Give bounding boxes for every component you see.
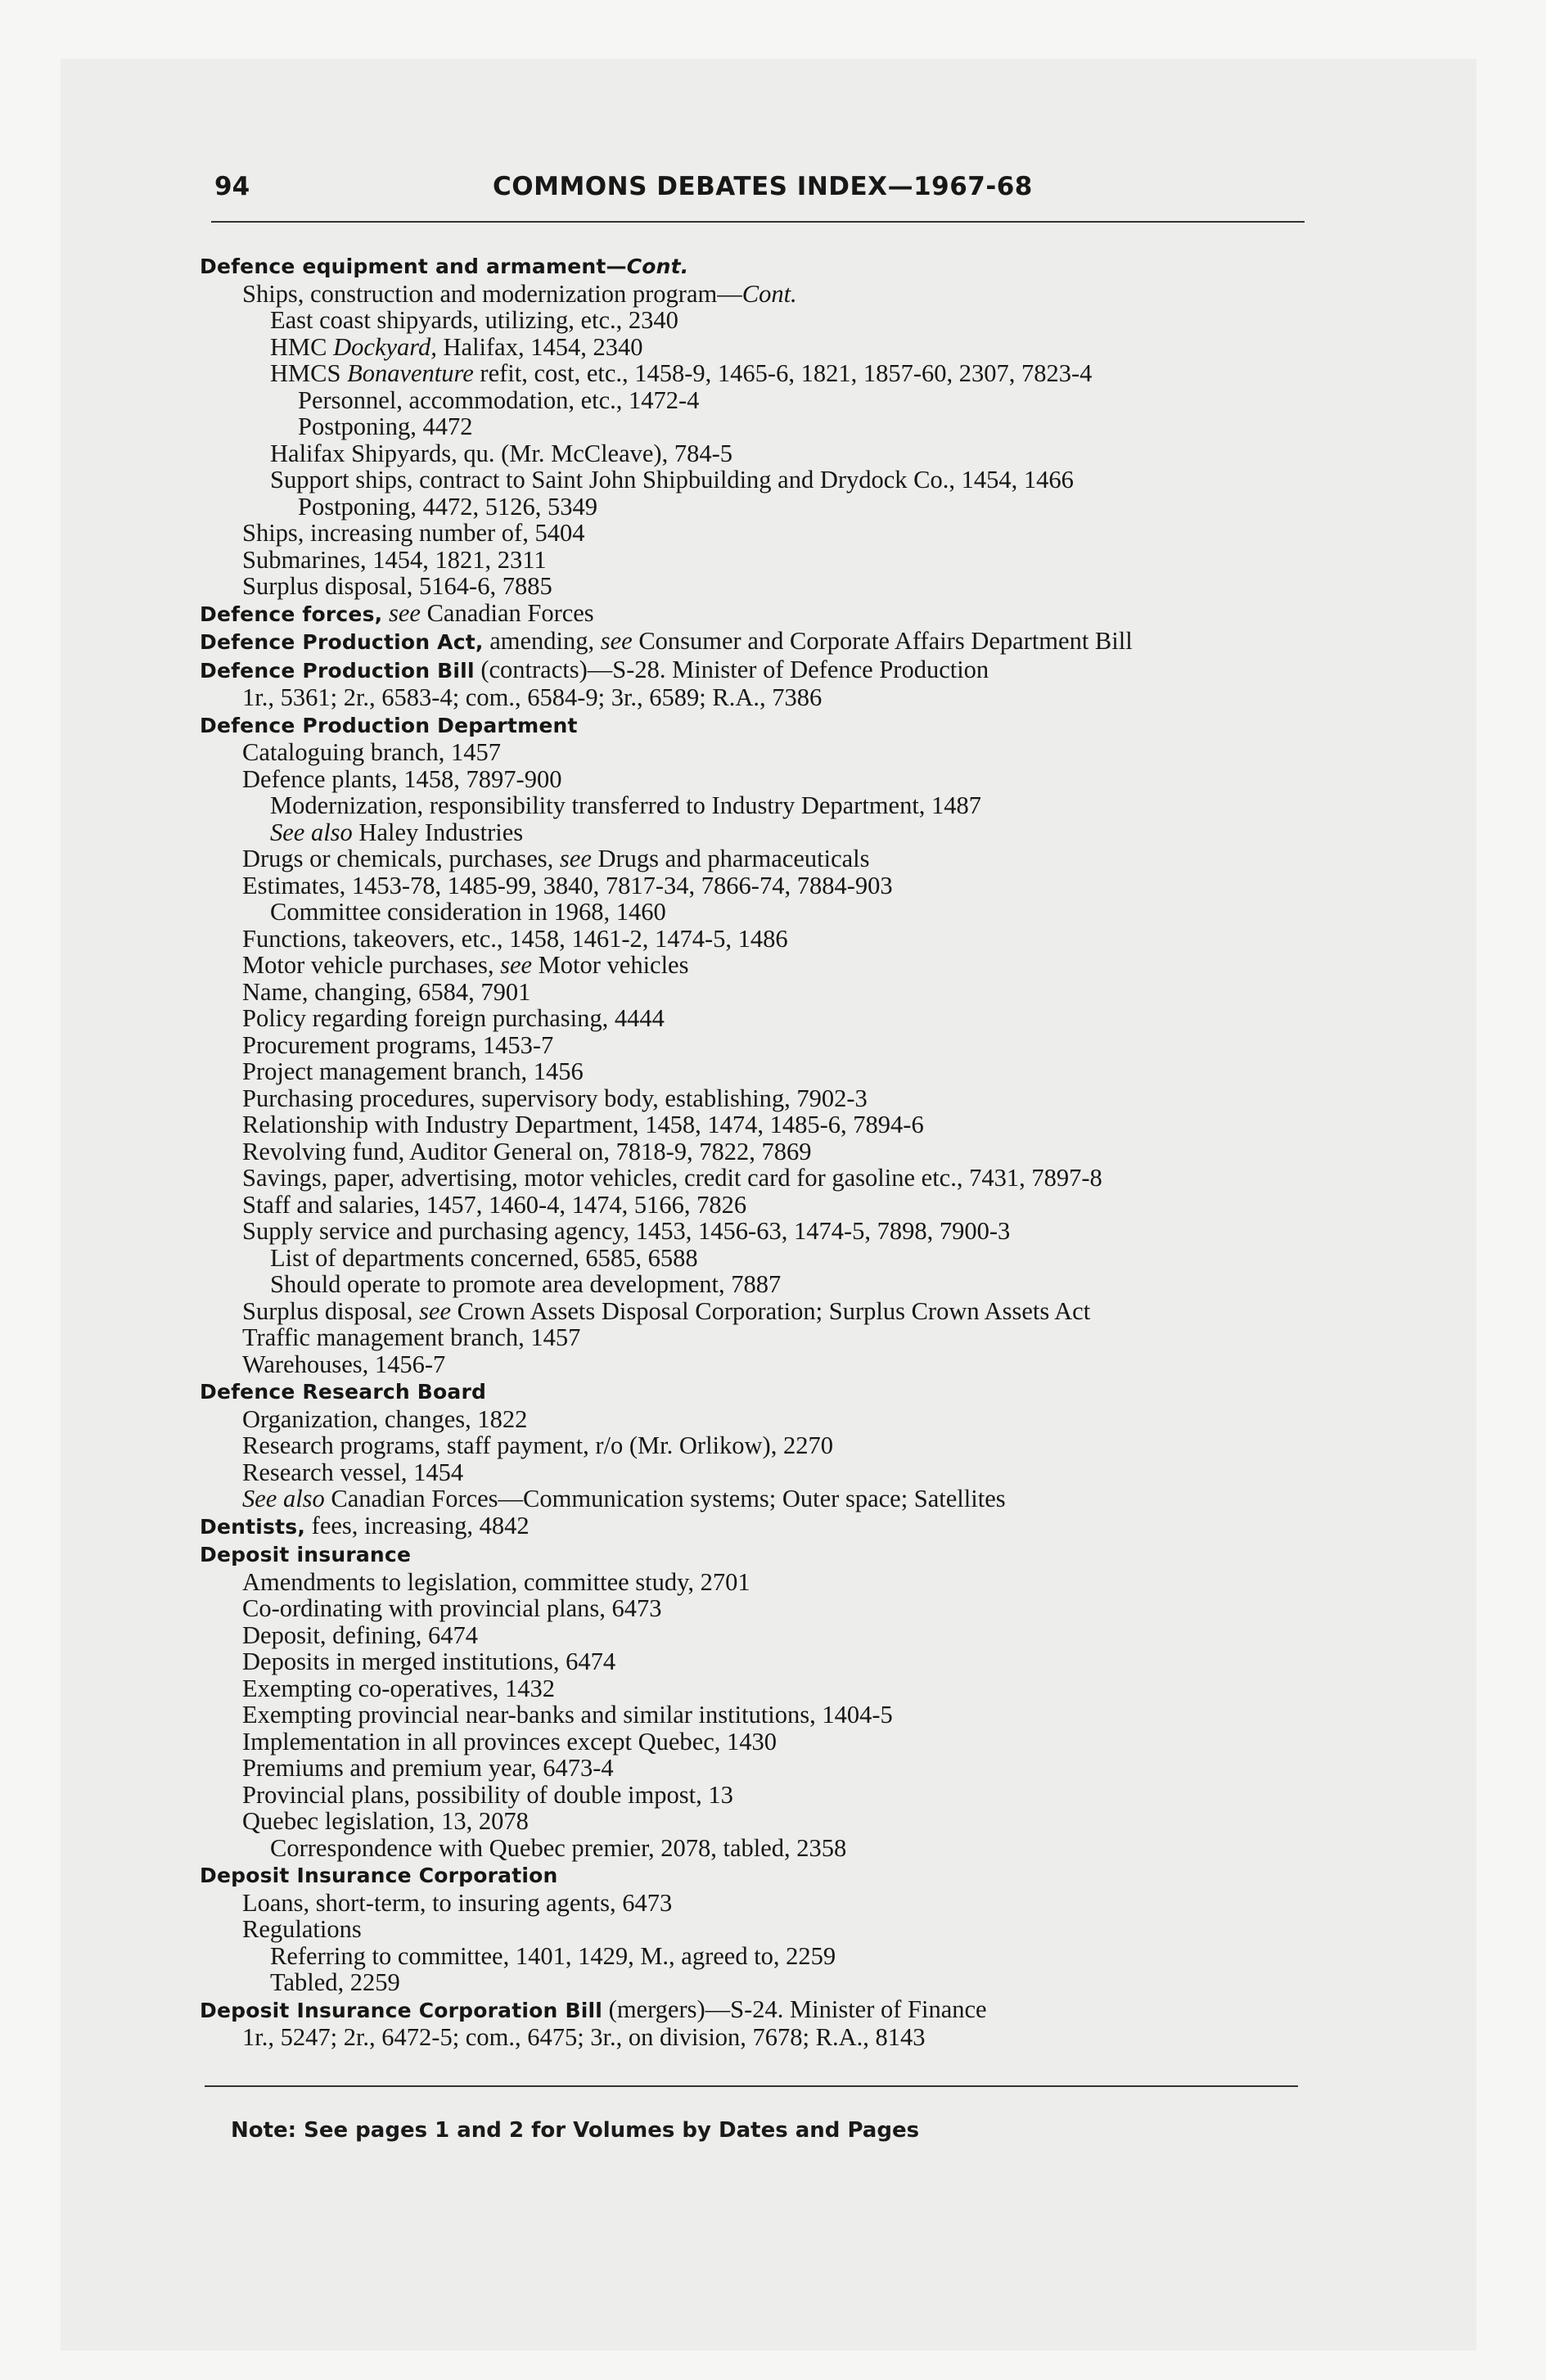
page-title: COMMONS DEBATES INDEX—1967-68 bbox=[493, 172, 1033, 201]
entry-text: (mergers)—S-24. Minister of Finance bbox=[602, 1995, 987, 2023]
index-subentry bbox=[200, 684, 1321, 711]
entry-text: Committee consideration in 1968, 1460 bbox=[270, 898, 666, 926]
entry-text: Amendments to legislation, committee study, 2701 bbox=[242, 1567, 750, 1596]
entry-text: Submarines, 1454, 1821, 2311 bbox=[242, 545, 547, 574]
index-heading bbox=[200, 1996, 1321, 2025]
index-subentry bbox=[200, 1702, 1321, 1729]
entry-text: Project management branch, 1456 bbox=[242, 1057, 584, 1085]
header-rule bbox=[211, 221, 1305, 223]
index-subentry bbox=[200, 872, 1321, 899]
entry-text: Functions, takeovers, etc., 1458, 1461-2, 1474-5, 1486 bbox=[242, 924, 788, 953]
entry-text: Procurement programs, 1453-7 bbox=[242, 1030, 554, 1059]
heading-text: Cont. bbox=[626, 255, 689, 278]
entry-text: Provincial plans, possibility of double impost, 13 bbox=[242, 1780, 733, 1809]
entry-text: Crown Assets Disposal Corporation; Surplus Crown Assets Act bbox=[451, 1296, 1091, 1325]
index-subentry bbox=[200, 334, 1321, 361]
entry-text: fees, increasing, 4842 bbox=[305, 1511, 530, 1539]
entry-text: See also bbox=[270, 818, 353, 846]
index-subentry bbox=[200, 1782, 1321, 1809]
entry-text: Research programs, staff payment, r/o (Mr. Orlikow), 2270 bbox=[242, 1431, 833, 1459]
index-subentry bbox=[200, 413, 1321, 440]
entry-text: List of departments concerned, 6585, 6588 bbox=[270, 1243, 698, 1272]
entry-text: see bbox=[419, 1296, 452, 1325]
index-subentry bbox=[200, 1192, 1321, 1219]
entry-text: amending, bbox=[483, 627, 601, 655]
entry-text: Ships, construction and modernization program— bbox=[242, 279, 742, 308]
index-subentry bbox=[200, 1729, 1321, 1756]
index-subentry bbox=[200, 1245, 1321, 1272]
entry-text: see bbox=[388, 598, 421, 627]
index-subentry bbox=[200, 1808, 1321, 1835]
entry-text: Supply service and purchasing agency, 1453, 1456-63, 1474-5, 7898, 7900-3 bbox=[242, 1217, 1011, 1245]
entry-text: 1r., 5247; 2r., 6472-5; com., 6475; 3r., on division, 7678; R.A., 8143 bbox=[242, 2023, 926, 2051]
index-subentry bbox=[200, 520, 1321, 547]
index-subentry bbox=[200, 547, 1321, 574]
index-subentry bbox=[200, 1969, 1321, 1996]
entry-text: Canadian Forces—Communication systems; Outer space; Satellites bbox=[324, 1485, 1006, 1512]
entry-text: Haley Industries bbox=[352, 818, 524, 846]
index-subentry bbox=[200, 1890, 1321, 1917]
entry-text: (contracts)—S-28. Minister of Defence Production bbox=[474, 655, 989, 683]
index-subentry bbox=[200, 1943, 1321, 1970]
entry-text: Research vessel, 1454 bbox=[242, 1458, 464, 1486]
entry-text: Co-ordinating with provincial plans, 6473 bbox=[242, 1594, 662, 1622]
entry-text: Modernization, responsibility transferred to Industry Department, 1487 bbox=[270, 791, 982, 819]
index-subentry bbox=[200, 494, 1321, 521]
entry-text: Organization, changes, 1822 bbox=[242, 1404, 528, 1433]
index-heading bbox=[200, 656, 1321, 685]
index-heading bbox=[200, 1861, 1321, 1890]
entry-text: Deposits in merged institutions, 6474 bbox=[242, 1648, 616, 1675]
entry-text: HMCS bbox=[270, 359, 348, 387]
index-subentry bbox=[200, 1138, 1321, 1165]
index-subentry bbox=[200, 1432, 1321, 1459]
entry-text: East coast shipyards, utilizing, etc., 2340 bbox=[270, 306, 678, 334]
entry-text: Exempting provincial near-banks and similar institutions, 1404-5 bbox=[242, 1701, 893, 1729]
entry-text: Surplus disposal, 5164-6, 7885 bbox=[242, 572, 552, 600]
entry-text: see bbox=[559, 845, 592, 872]
entry-text: Surplus disposal, bbox=[242, 1296, 420, 1325]
index-heading bbox=[200, 600, 1321, 629]
index-subentry bbox=[200, 1675, 1321, 1702]
entry-text: Exempting co-operatives, 1432 bbox=[242, 1674, 555, 1702]
entry-text: Ships, increasing number of, 5404 bbox=[242, 519, 585, 547]
index-subentry bbox=[200, 1755, 1321, 1782]
heading-text: Defence Production Department bbox=[200, 713, 578, 737]
index-subentry bbox=[200, 1485, 1321, 1512]
index-subentry bbox=[200, 387, 1321, 414]
heading-text: Dentists, bbox=[200, 1514, 306, 1539]
entry-text: Name, changing, 6584, 7901 bbox=[242, 977, 531, 1006]
entry-text: Motor vehicles bbox=[532, 951, 689, 979]
entry-text: Bonaventure bbox=[347, 359, 474, 387]
entry-text: Warehouses, 1456-7 bbox=[242, 1350, 446, 1378]
index-subentry bbox=[200, 360, 1321, 387]
index-subentry bbox=[200, 1271, 1321, 1298]
index-subentry bbox=[200, 1351, 1321, 1378]
index-subentry bbox=[200, 1569, 1321, 1596]
entry-text: Postponing, 4472, 5126, 5349 bbox=[298, 492, 598, 521]
index-subentry bbox=[200, 573, 1321, 600]
index-subentry bbox=[200, 1595, 1321, 1622]
heading-text: Defence Production Bill bbox=[200, 658, 475, 683]
index-subentry bbox=[200, 307, 1321, 334]
index-subentry bbox=[200, 467, 1321, 494]
entry-text: Dockyard, bbox=[333, 332, 437, 361]
entry-text: Staff and salaries, 1457, 1460-4, 1474, 5166, 7826 bbox=[242, 1190, 747, 1219]
entry-text: Consumer and Corporate Affairs Department Bill bbox=[632, 627, 1133, 655]
entry-text: Canadian Forces bbox=[420, 598, 594, 627]
entry-text: Should operate to promote area development, 7887 bbox=[270, 1270, 782, 1298]
entry-text: Regulations bbox=[242, 1915, 362, 1943]
index-subentry bbox=[200, 819, 1321, 846]
page-number: 94 bbox=[214, 172, 250, 201]
entry-text: Motor vehicle purchases, bbox=[242, 951, 501, 979]
entry-text: Premiums and premium year, 6473-4 bbox=[242, 1754, 614, 1782]
entry-text: Postponing, 4472 bbox=[298, 412, 473, 440]
entry-text: Savings, paper, advertising, motor vehicles, credit card for gasoline etc., 7431, 7897-8 bbox=[242, 1164, 1102, 1192]
index-subentry bbox=[200, 1298, 1321, 1325]
entry-text: Deposit, defining, 6474 bbox=[242, 1620, 479, 1649]
index-subentry bbox=[200, 739, 1321, 766]
index-subentry bbox=[200, 1406, 1321, 1433]
index-subentry bbox=[200, 1005, 1321, 1032]
index-heading bbox=[200, 1512, 1321, 1541]
index-heading bbox=[200, 252, 1321, 281]
page-header bbox=[214, 172, 1303, 210]
index-subentry bbox=[200, 1459, 1321, 1486]
entry-text: Estimates, 1453-78, 1485-99, 3840, 7817-34, 7866-74, 7884-903 bbox=[242, 871, 893, 899]
entry-text: see bbox=[500, 951, 533, 979]
index-heading bbox=[200, 1540, 1321, 1569]
index-heading bbox=[200, 628, 1321, 656]
entry-text: Policy regarding foreign purchasing, 4444 bbox=[242, 1004, 665, 1032]
entry-text: see bbox=[600, 627, 633, 655]
index-subentry bbox=[200, 1111, 1321, 1138]
heading-text: Deposit Insurance Corporation Bill bbox=[200, 1998, 603, 2022]
index-subentry bbox=[200, 2024, 1321, 2051]
entry-text: Drugs and pharmaceuticals bbox=[591, 845, 870, 872]
entry-text: Implementation in all provinces except Quebec, 1430 bbox=[242, 1727, 777, 1756]
index-subentry bbox=[200, 979, 1321, 1006]
heading-text: Deposit insurance bbox=[200, 1543, 412, 1566]
index-heading bbox=[200, 1377, 1321, 1406]
entry-text: refit, cost, etc., 1458-9, 1465-6, 1821, 1857-60, 2307, 7823-4 bbox=[473, 359, 1093, 387]
entry-text: Cataloguing branch, 1457 bbox=[242, 738, 501, 766]
heading-text: Defence Research Board bbox=[200, 1380, 487, 1404]
index-subentry bbox=[200, 1165, 1321, 1192]
index-subentry bbox=[200, 440, 1321, 467]
index-heading bbox=[200, 711, 1321, 740]
heading-text: Defence forces, bbox=[200, 602, 383, 626]
entry-text: Tabled, 2259 bbox=[270, 1968, 400, 1996]
entry-text: Loans, short-term, to insuring agents, 6473 bbox=[242, 1888, 673, 1917]
entry-text: Cont. bbox=[741, 279, 797, 308]
entry-text: See also bbox=[242, 1485, 325, 1512]
index-subentry bbox=[200, 281, 1321, 308]
index-subentry bbox=[200, 952, 1321, 979]
entry-text: Referring to committee, 1401, 1429, M., agreed to, 2259 bbox=[270, 1941, 836, 1970]
index-subentry bbox=[200, 792, 1321, 819]
index-subentry bbox=[200, 1218, 1321, 1245]
heading-text: Deposit Insurance Corporation bbox=[200, 1864, 558, 1887]
entry-text: Purchasing procedures, supervisory body, establishing, 7902-3 bbox=[242, 1084, 868, 1112]
index-subentry bbox=[200, 1648, 1321, 1675]
index-subentry bbox=[200, 1032, 1321, 1059]
entry-text: Revolving fund, Auditor General on, 7818-9, 7822, 7869 bbox=[242, 1137, 812, 1165]
entry-text: 1r., 5361; 2r., 6583-4; com., 6584-9; 3r., 6589; R.A., 7386 bbox=[242, 683, 823, 711]
heading-text: Defence equipment and armament— bbox=[200, 255, 627, 278]
index-subentry bbox=[200, 1085, 1321, 1112]
index-subentry bbox=[200, 1324, 1321, 1351]
entry-text: Relationship with Industry Department, 1458, 1474, 1485-6, 7894-6 bbox=[242, 1111, 924, 1138]
entry-text: Defence plants, 1458, 7897-900 bbox=[242, 764, 562, 793]
entry-text bbox=[382, 599, 389, 627]
index-subentry bbox=[200, 1835, 1321, 1862]
heading-text: Defence Production Act, bbox=[200, 630, 484, 654]
index-subentry bbox=[200, 1916, 1321, 1943]
entry-text: Correspondence with Quebec premier, 2078, tabled, 2358 bbox=[270, 1833, 847, 1862]
entry-text: Halifax Shipyards, qu. (Mr. McCleave), 784-5 bbox=[270, 439, 732, 467]
index-subentry bbox=[200, 1058, 1321, 1085]
entry-text: Halifax, 1454, 2340 bbox=[436, 332, 643, 361]
entry-text: Support ships, contract to Saint John Shipbuilding and Drydock Co., 1454, 1466 bbox=[270, 466, 1074, 494]
index-subentry bbox=[200, 926, 1321, 953]
entry-text: Traffic management branch, 1457 bbox=[242, 1323, 581, 1351]
entry-text: Personnel, accommodation, etc., 1472-4 bbox=[298, 385, 700, 414]
footnote: Note: See pages 1 and 2 for Volumes by Dates and Pages bbox=[231, 2118, 920, 2143]
index-subentry bbox=[200, 1622, 1321, 1649]
entry-text: Drugs or chemicals, purchases, bbox=[242, 845, 560, 872]
footer-rule bbox=[205, 2085, 1298, 2087]
entry-text: Quebec legislation, 13, 2078 bbox=[242, 1807, 529, 1835]
index-entries bbox=[200, 252, 1321, 2051]
index-subentry bbox=[200, 766, 1321, 793]
entry-text: HMC bbox=[270, 332, 334, 361]
index-subentry bbox=[200, 899, 1321, 926]
index-subentry bbox=[200, 845, 1321, 872]
